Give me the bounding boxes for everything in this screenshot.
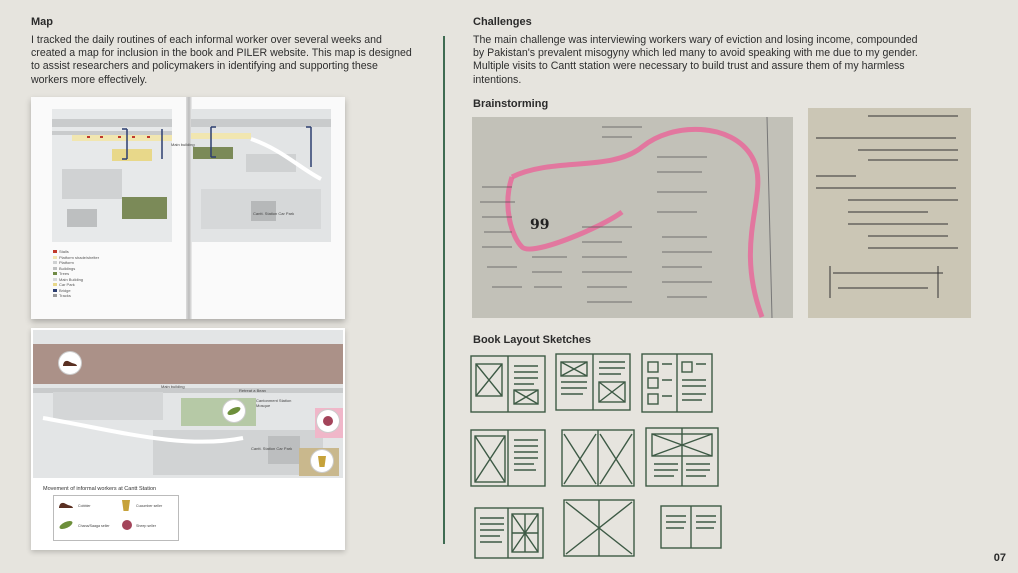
brainstorming-heading: Brainstorming: [473, 98, 549, 110]
cobbler-shoe-icon: [59, 352, 81, 374]
movement-map-area: [33, 330, 343, 478]
book-layout-sketches: [466, 350, 726, 562]
book-spread-image: [31, 97, 345, 319]
book-map-right: [191, 109, 331, 242]
movement-mosque-label: Cantonment Station Mosque: [256, 398, 292, 408]
page-number: 07: [993, 552, 1006, 564]
book-map-carpark-label: Cantt. Station Car Park: [253, 211, 295, 216]
movement-legend: Cobbler Cucumber seller Chana/Saaga seller Sheep seller: [53, 495, 179, 541]
challenges-body: The main challenge was interviewing workers wary of eviction and losing income, compounded by Pakistan's prevalent misogyny which led many to avoid speaking with me due to my gender. Multiple visits to Cantt station were necessary to build trust and assure them of my harmless intentions.: [473, 34, 918, 86]
book-map-mainbuilding-label: Main building: [171, 142, 195, 147]
movement-carpark-label: Cantt. Station Car Park: [251, 446, 293, 451]
movement-mainbuilding-label: Main building: [161, 384, 185, 389]
movement-map-image: [31, 328, 345, 550]
challenges-heading: Challenges: [473, 16, 532, 28]
column-divider: [443, 36, 445, 544]
sheep-seller-icon: [317, 410, 339, 432]
map-body: I tracked the daily routines of each informal worker over several weeks and created a map for inclusion in the book and PILER website. This map is designed to assist researchers and policymakers in identifying and supporting these workers more effectively.: [31, 34, 412, 86]
map-heading: Map: [31, 16, 53, 28]
svg-text:99: 99: [530, 217, 550, 233]
movement-retreat-label: Retreat a Bean: [239, 388, 266, 393]
sketches-heading: Book Layout Sketches: [473, 334, 591, 346]
book-map-left: [52, 109, 172, 242]
brainstorm-photo-2: [808, 108, 971, 318]
cucumber-icon: [223, 400, 245, 422]
book-map-legend: Stalls Platform shade/shelter Platform Buildings Trees Main Building Car Park Bridge Tracks: [53, 249, 99, 299]
brainstorm-photo-1: [472, 117, 793, 318]
chana-cup-icon: [311, 450, 333, 472]
movement-map-caption: Movement of informal workers at Cantt Station: [43, 486, 157, 492]
